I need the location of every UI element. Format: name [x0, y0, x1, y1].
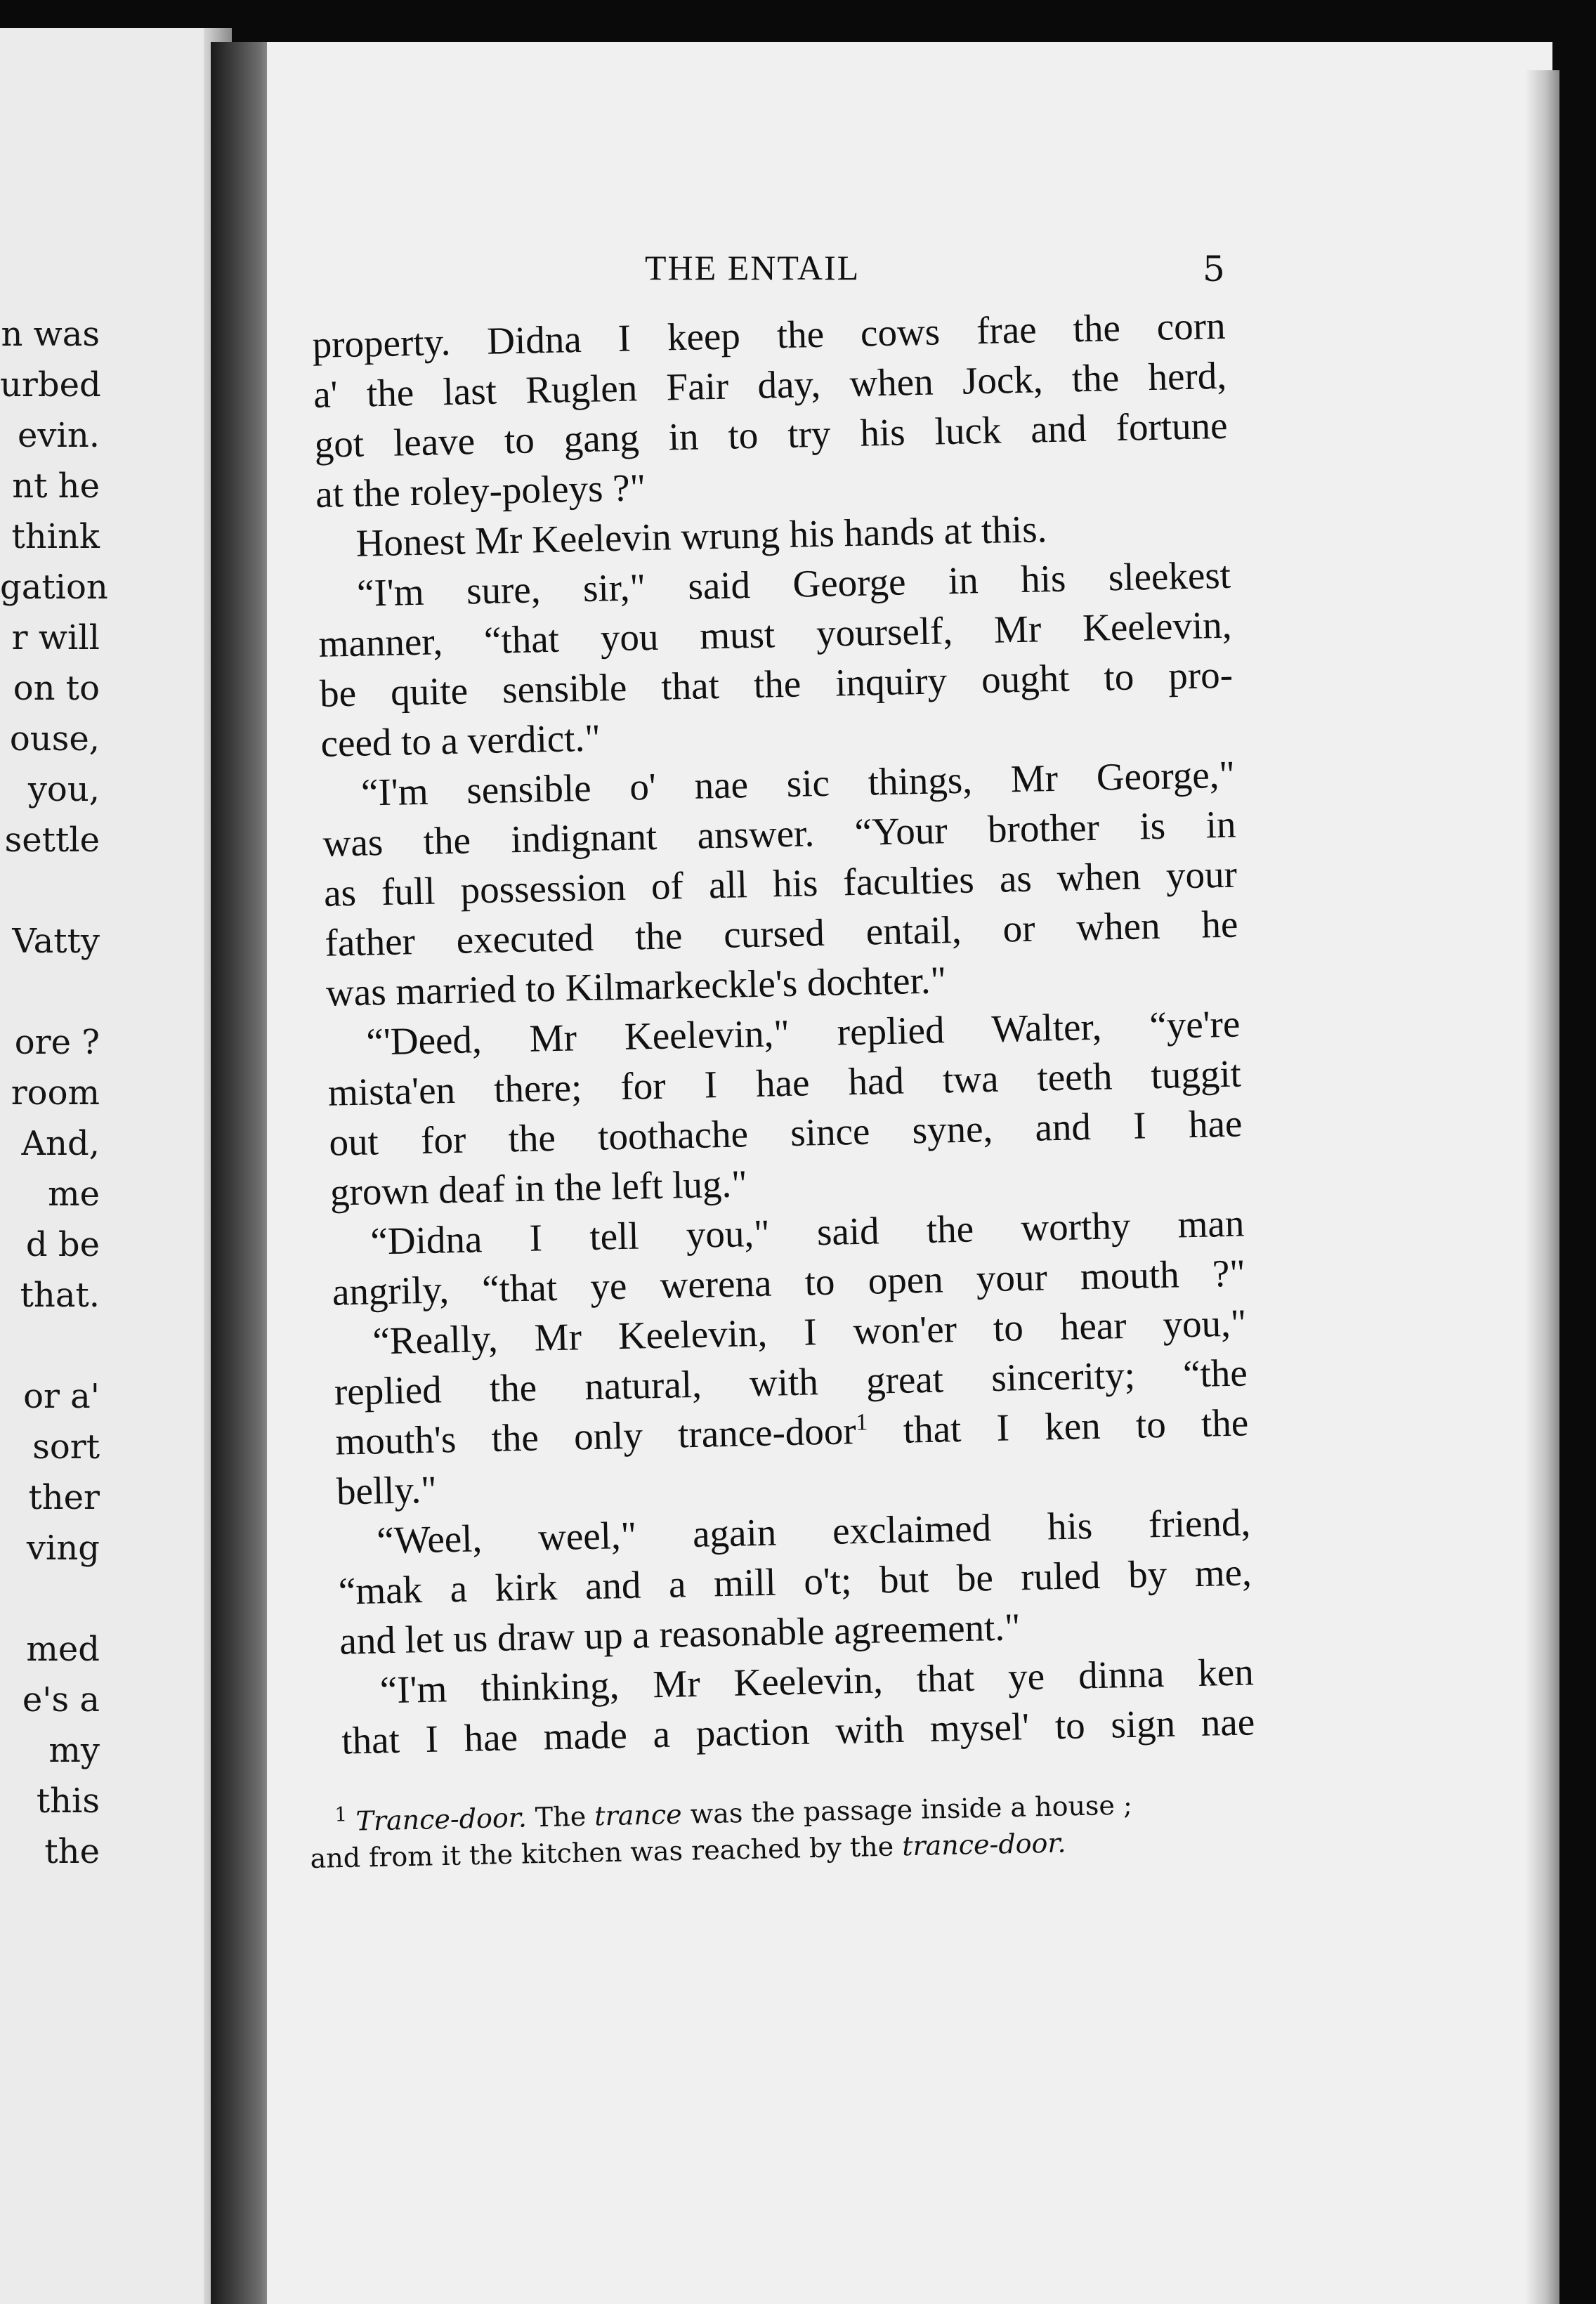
left-fragment: r will — [11, 618, 100, 657]
text-line: was married to Kilmarkeckle's dochter." — [325, 958, 947, 1014]
left-fragment: settle — [4, 820, 100, 860]
text-line: “mak a kirk and a mill o't; but be ruled by me, — [338, 1550, 1252, 1613]
text-line: property. Didna I keep the cows frae the corn — [312, 303, 1227, 366]
text-line: angrily, “that ye werena to open your mouth ?" — [332, 1251, 1246, 1314]
left-fragment: n was — [1, 315, 100, 354]
text-line: manner, “that you must yourself, Mr Keelevin, — [318, 603, 1233, 665]
left-fragment: evin. — [17, 416, 100, 455]
running-head: THE ENTAIL — [645, 248, 861, 287]
text-line: ceed to a verdict." — [320, 716, 601, 765]
footnote-reference: 1 — [855, 1409, 868, 1436]
text-line: “Didna I tell you," said the worthy man — [369, 1201, 1245, 1263]
text-line: “'Deed, Mr Keelevin," replied Walter, “ye're — [365, 1002, 1241, 1063]
text-line: out for the toothache since syne, and I hae — [328, 1101, 1243, 1164]
text-line: grown deaf in the left lug." — [329, 1162, 748, 1214]
text-line: “I'm thinking, Mr Keelevin, that ye dinna ken — [379, 1650, 1255, 1712]
text-line: a' the last Ruglen Fair day, when Jock, the herd, — [313, 353, 1227, 416]
text-line: be quite sensible that the inquiry ought to pro- — [319, 653, 1234, 715]
left-fragment: room — [11, 1073, 100, 1113]
left-fragment: e's a — [22, 1680, 100, 1720]
footnote-term: trance — [594, 1798, 683, 1832]
text-line: Honest Mr Keelevin wrung his hands at this. — [355, 507, 1047, 565]
left-fragment: gation — [0, 568, 108, 607]
left-fragment — [0, 1321, 100, 1371]
text-line: “I'm sensible o' nae sic things, Mr George," — [360, 752, 1236, 814]
left-fragment — [0, 1573, 100, 1624]
left-fragment: you, — [27, 770, 100, 809]
left-fragment: sort — [32, 1427, 100, 1467]
text-line: got leave to gang in to try his luck and fortune — [314, 403, 1229, 466]
left-fragment: this — [36, 1781, 100, 1821]
left-fragment: think — [11, 517, 100, 556]
body-text — [312, 301, 1255, 1766]
left-fragment: ther — [28, 1478, 100, 1517]
footnote-text: was the passage inside a house ; — [690, 1789, 1133, 1830]
left-fragment: urbed — [0, 365, 101, 405]
left-fragment — [0, 865, 100, 916]
left-fragment: my — [48, 1731, 100, 1770]
text-line: “Weel, weel," again exclaimed his friend, — [376, 1500, 1251, 1562]
left-fragment: med — [26, 1630, 100, 1669]
footnote-term: Trance-door. — [355, 1802, 528, 1837]
text-line: father executed the cursed entail, or when he — [324, 902, 1238, 964]
text-line: belly." — [336, 1467, 438, 1513]
text-line: “I'm sure, sir," said George in his sleekest — [356, 553, 1231, 615]
text-line: that I hae made a paction with mysel' to sign nae — [341, 1700, 1255, 1762]
left-fragment — [0, 967, 100, 1017]
right-page-edge — [1524, 70, 1559, 2304]
left-fragment: And, — [21, 1124, 100, 1163]
footnote-text: and from it the kitchen was reached by the — [310, 1831, 894, 1874]
left-fragment: or a' — [23, 1377, 100, 1416]
left-fragment: ore ? — [14, 1023, 100, 1062]
left-fragment: on to — [13, 669, 100, 708]
left-fragment: Vatty — [12, 922, 100, 961]
left-fragment: me — [48, 1174, 100, 1214]
text-line: as full possession of all his faculties as when your — [323, 852, 1238, 915]
left-fragment: the — [44, 1832, 100, 1871]
text-fragment: that I ken to the — [903, 1401, 1249, 1451]
text-fragment: mouth's the only trance-door — [334, 1409, 857, 1463]
text-line: at the roley-poleys ?" — [315, 466, 646, 516]
text-line: replied the natural, with great sincerity; “the — [334, 1351, 1248, 1413]
footnote-term: trance-door. — [901, 1827, 1066, 1862]
footnote-marker: 1 — [334, 1802, 348, 1826]
left-fragment: d be — [25, 1225, 100, 1264]
left-fragment: ouse, — [9, 719, 100, 759]
footnote-text: The — [535, 1800, 587, 1833]
left-fragment: ving — [26, 1529, 100, 1568]
left-fragment: nt he — [12, 466, 100, 506]
left-page-text-fragments — [0, 309, 108, 1877]
text-line: mista'en there; for I hae had twa teeth tuggit — [327, 1052, 1242, 1114]
text-line: was the indignant answer. “Your brother is in — [322, 802, 1236, 865]
text-line: “Really, Mr Keelevin, I won'er to hear you," — [372, 1301, 1247, 1363]
left-fragment: that. — [20, 1276, 100, 1315]
page-number: 5 — [1203, 249, 1225, 289]
text-line: and let us draw up a reasonable agreement." — [339, 1605, 1021, 1663]
